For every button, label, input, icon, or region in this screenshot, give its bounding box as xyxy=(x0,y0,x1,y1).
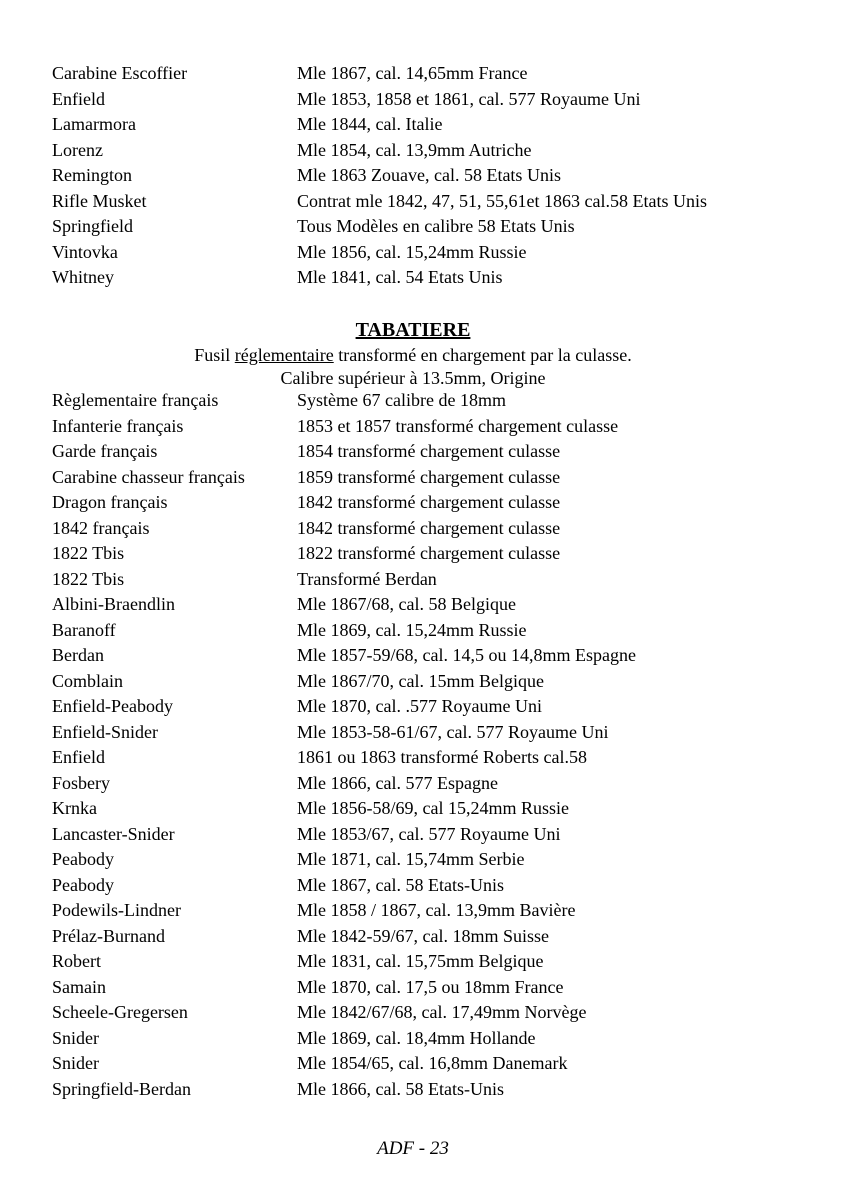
page-footer: ADF - 23 xyxy=(377,1138,449,1159)
section-title: TABATIERE xyxy=(355,319,471,341)
weapon-name: Krnka xyxy=(52,798,97,818)
weapon-name: Fosbery xyxy=(52,772,110,793)
weapon-name: Dragon français xyxy=(52,492,168,512)
weapon-description: Mle 1863 Zouave, cal. 58 Etats Unis xyxy=(297,165,561,185)
weapon-description: Mle 1867, cal. 58 Etats-Unis xyxy=(297,874,504,895)
weapon-description: Mle 1853/67, cal. 577 Royaume Uni xyxy=(297,823,561,844)
weapon-description: Mle 1842/67/68, cal. 17,49mm Norvège xyxy=(297,1002,587,1022)
weapon-description: Mle 1867/68, cal. 58 Belgique xyxy=(297,594,516,614)
weapon-description: Mle 1854, cal. 13,9mm Autriche xyxy=(297,139,532,160)
weapon-description: Mle 1869, cal. 15,24mm Russie xyxy=(297,619,527,640)
weapon-description: Transformé Berdan xyxy=(297,568,437,589)
weapon-description: 1853 et 1857 transformé chargement culasse xyxy=(297,415,619,436)
weapon-name: Enfield xyxy=(52,88,105,109)
weapon-name: Snider xyxy=(52,1027,99,1048)
weapon-description: Mle 1856-58/69, cal 15,24mm Russie xyxy=(297,798,569,818)
weapon-name: Scheele-Gregersen xyxy=(52,1002,188,1022)
weapon-description: Mle 1857-59/68, cal. 14,5 ou 14,8mm Espagne xyxy=(297,645,636,665)
weapon-name: Whitney xyxy=(52,267,114,287)
weapon-name: Prélaz-Burnand xyxy=(52,925,165,946)
weapon-name: Springfield-Berdan xyxy=(52,1078,191,1099)
weapon-name: Remington xyxy=(52,165,132,185)
weapon-name: 1822 Tbis xyxy=(52,543,125,563)
weapon-name: Lancaster-Snider xyxy=(52,823,175,844)
weapon-description: Mle 1844, cal. Italie xyxy=(297,114,443,134)
weapon-name: Infanterie français xyxy=(52,415,184,436)
weapon-description: Mle 1867/70, cal. 15mm Belgique xyxy=(297,670,544,691)
weapon-description: Mle 1831, cal. 15,75mm Belgique xyxy=(297,951,544,971)
subtitle-1-pre: Fusil xyxy=(194,345,235,365)
weapon-description: 1842 transformé chargement culasse xyxy=(297,492,561,512)
weapon-description: Mle 1841, cal. 54 Etats Unis xyxy=(297,267,503,287)
weapon-name: Baranoff xyxy=(52,619,116,640)
weapon-name: Lorenz xyxy=(52,139,103,160)
weapon-description: Mle 1866, cal. 58 Etats-Unis xyxy=(297,1078,504,1099)
weapon-description: Mle 1854/65, cal. 16,8mm Danemark xyxy=(297,1053,568,1073)
weapon-name: Rifle Musket xyxy=(52,190,147,211)
weapon-name: Lamarmora xyxy=(52,114,136,134)
weapon-name: Albini-Braendlin xyxy=(52,594,175,614)
weapon-description: Mle 1869, cal. 18,4mm Hollande xyxy=(297,1027,536,1048)
weapon-name: Enfield-Snider xyxy=(52,721,158,742)
weapon-description: Mle 1853, 1858 et 1861, cal. 577 Royaume Uni xyxy=(297,88,641,109)
weapon-description: Mle 1856, cal. 15,24mm Russie xyxy=(297,241,527,262)
weapon-description: 1859 transformé chargement culasse xyxy=(297,466,561,487)
weapon-description: Mle 1842-59/67, cal. 18mm Suisse xyxy=(297,925,549,946)
weapon-name: Enfield-Peabody xyxy=(52,696,173,716)
weapon-name: 1822 Tbis xyxy=(52,568,125,589)
weapon-name: Enfield xyxy=(52,747,105,767)
weapon-name: Comblain xyxy=(52,670,123,691)
weapon-description: Tous Modèles en calibre 58 Etats Unis xyxy=(297,216,575,236)
weapon-name: Berdan xyxy=(52,645,104,665)
weapon-description: Système 67 calibre de 18mm xyxy=(297,390,506,410)
subtitle-1-underlined: réglementaire xyxy=(234,345,334,365)
weapon-name: Peabody xyxy=(52,874,114,895)
weapon-name: Samain xyxy=(52,976,106,997)
weapon-name: Vintovka xyxy=(52,241,118,262)
weapon-description: Mle 1853-58-61/67, cal. 577 Royaume Uni xyxy=(297,721,609,742)
section-subtitle-2: Calibre supérieur à 13.5mm, Origine xyxy=(280,368,546,388)
weapon-description: Mle 1867, cal. 14,65mm France xyxy=(297,63,528,83)
weapon-description: Mle 1866, cal. 577 Espagne xyxy=(297,772,498,793)
weapon-description: Mle 1871, cal. 15,74mm Serbie xyxy=(297,849,525,869)
weapon-description: Contrat mle 1842, 47, 51, 55,61et 1863 cal.58 Etats Unis xyxy=(297,190,707,211)
weapon-name: Springfield xyxy=(52,216,133,236)
weapon-name: Podewils-Lindner xyxy=(52,900,181,920)
weapon-name: Carabine chasseur français xyxy=(52,466,245,487)
weapon-description: 1861 ou 1863 transformé Roberts cal.58 xyxy=(297,747,587,767)
weapon-description: Mle 1858 / 1867, cal. 13,9mm Bavière xyxy=(297,900,576,920)
weapon-description: Mle 1870, cal. .577 Royaume Uni xyxy=(297,696,542,716)
weapon-name: Peabody xyxy=(52,849,114,869)
weapon-name: Règlementaire français xyxy=(52,390,219,410)
weapon-description: 1854 transformé chargement culasse xyxy=(297,441,561,461)
weapon-name: Snider xyxy=(52,1053,99,1073)
weapon-name: Garde français xyxy=(52,441,158,461)
section-subtitle-1 xyxy=(0,344,826,366)
weapon-description: 1822 transformé chargement culasse xyxy=(297,543,561,563)
weapon-name: Carabine Escoffier xyxy=(52,63,188,83)
weapon-name: 1842 français xyxy=(52,517,150,538)
weapon-description: Mle 1870, cal. 17,5 ou 18mm France xyxy=(297,976,564,997)
subtitle-1-post: transformé en chargement par la culasse. xyxy=(333,345,632,365)
weapon-description: 1842 transformé chargement culasse xyxy=(297,517,561,538)
weapon-name: Robert xyxy=(52,951,101,971)
